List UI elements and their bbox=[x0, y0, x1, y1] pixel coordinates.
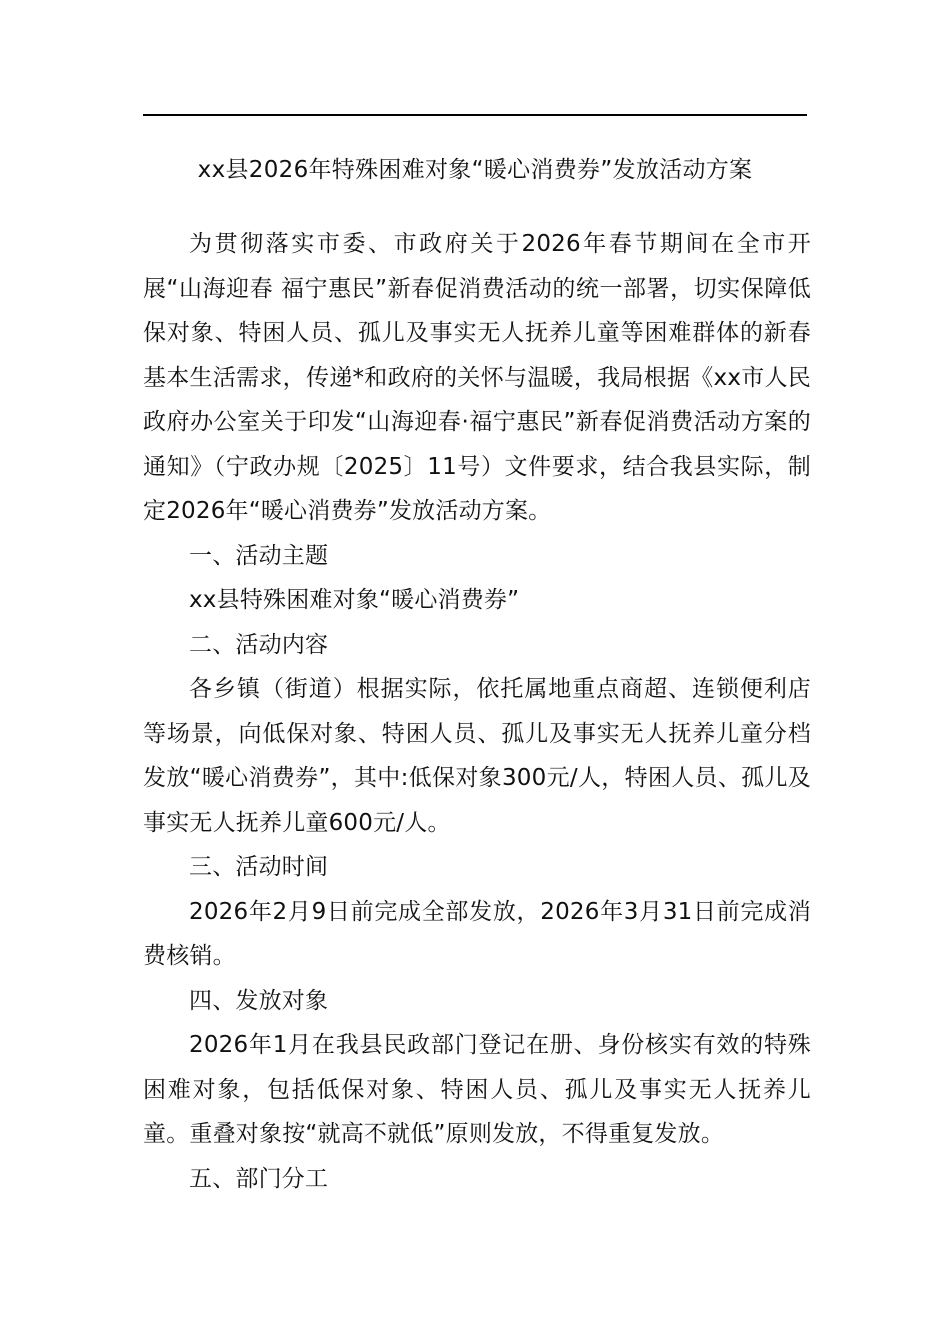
section-heading-content: 二、活动内容 bbox=[189, 631, 329, 658]
section-content-content: 各乡镇（街道）根据实际，依托属地重点商超、连锁便利店等场景，向低保对象、特困人员、孤儿及事实无人抚养儿童分档发放“暖心消费券”，其中:低保对象300元/人，特困人员、孤儿及事实无人抚养儿童600元/人。 bbox=[143, 676, 811, 836]
section-content-time: 2026年2月9日前完成全部发放，2026年3月31日前完成消费核销。 bbox=[143, 898, 811, 969]
section-heading-theme: 一、活动主题 bbox=[189, 542, 329, 569]
intro-paragraph: 为贯彻落实市委、市政府关于2026年春节期间在全市开展“山海迎春 福宁惠民”新春促消费活动的统一部署，切实保障低保对象、特困人员、孤儿及事实无人抚养儿童等困难群体的新春基本生活需求，传递*和政府的关怀与温暖，我局根据《xx市人民政府办公室关于印发“山海迎春·福宁惠民”新春促消费活动方案的通知》（宁政办规〔2025〕11号）文件要求，结合我县实际，制定2026年“暖心消费券”发放活动方案。 bbox=[143, 231, 811, 524]
section-heading-division: 五、部门分工 bbox=[189, 1165, 329, 1192]
document-title: xx县2026年特殊困难对象“暖心消费券”发放活动方案 bbox=[197, 157, 753, 183]
section-content-recipients: 2026年1月在我县民政部门登记在册、身份核实有效的特殊困难对象，包括低保对象、特困人员、孤儿及事实无人抚养儿童。重叠对象按“就高不就低”原则发放，不得重复发放。 bbox=[143, 1032, 811, 1147]
section-heading-time: 三、活动时间 bbox=[189, 854, 329, 880]
section-heading-recipients: 四、发放对象 bbox=[189, 987, 329, 1014]
section-content-theme: xx县特殊困难对象“暖心消费券” bbox=[189, 587, 520, 613]
document-body bbox=[143, 222, 811, 1201]
header-rule bbox=[143, 114, 807, 116]
